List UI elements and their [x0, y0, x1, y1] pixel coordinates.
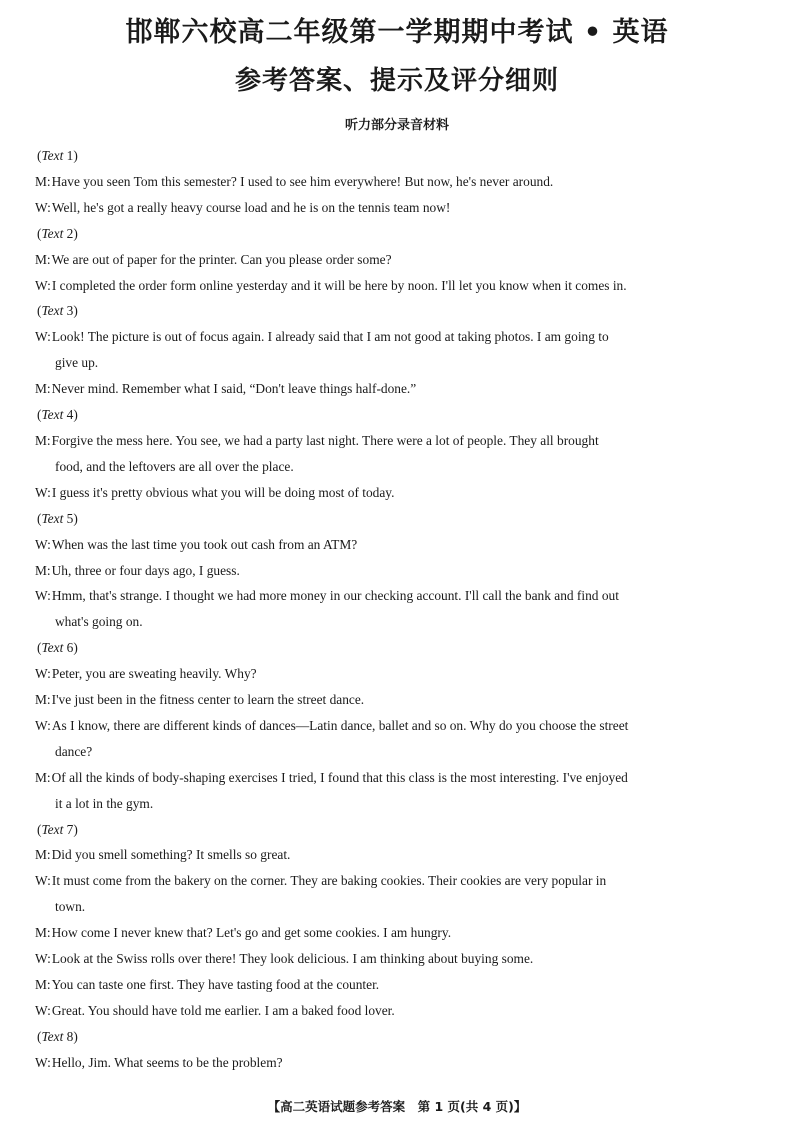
dialogue-line: [35, 169, 761, 195]
section-heading: 听力部分录音材料: [344, 118, 449, 133]
dialogue-text: Peter, you are sweating heavily. Why?: [51, 666, 257, 682]
text-label-word: Text: [41, 148, 64, 163]
dialogue-line-continuation: it a lot in the gym.: [55, 795, 154, 811]
speaker-label: W:: [35, 329, 51, 345]
dialogue-text: I've just been in the fitness center to learn the street dance.: [51, 692, 365, 708]
text-label-word: Text: [41, 225, 64, 241]
text-label: (Text 8): [37, 1028, 78, 1044]
dialogue-text: I completed the order form online yesterday and it will be here by noon. I'll let you know when it comes in.: [51, 277, 627, 293]
dialogue-text: Look at the Swiss rolls over there! They look delicious. I am thinking about buying some.: [51, 951, 534, 967]
speaker-label: M:: [35, 173, 51, 189]
speaker-label: W:: [35, 484, 51, 500]
text-label-word: Text: [41, 1028, 64, 1044]
text-label: (Text 3): [37, 303, 78, 319]
text-label-number: 2: [66, 225, 74, 241]
text-label: (Text 6): [37, 640, 78, 656]
text-label-word: Text: [41, 821, 64, 837]
speaker-label: W:: [35, 1002, 51, 1018]
speaker-label: M:: [35, 381, 51, 397]
text-label-number: 6: [66, 640, 74, 656]
text-label: (Text 5): [37, 510, 78, 526]
speaker-label: M:: [35, 977, 51, 992]
dialogue-line: [35, 765, 761, 791]
dialogue-line: [35, 583, 761, 609]
text-label-number: 8: [66, 1028, 74, 1044]
dialogue-line: [35, 558, 761, 584]
text-label-number: 1: [66, 148, 74, 163]
speaker-label: W:: [35, 536, 51, 552]
dialogue-line: [35, 273, 761, 299]
dialogue-line: [35, 532, 761, 558]
speaker-label: W:: [35, 873, 51, 889]
listening-transcript: [35, 143, 761, 1076]
dialogue-line: [35, 868, 761, 894]
dialogue-text: How come I never knew that? Let's go and get some cookies. I am hungry.: [51, 925, 452, 941]
dialogue-text: We are out of paper for the printer. Can you please order some?: [51, 251, 392, 267]
speaker-label: M:: [35, 692, 51, 708]
speaker-label: W:: [35, 199, 51, 215]
dialogue-line: [35, 972, 761, 998]
dialogue-line: [35, 920, 761, 946]
speaker-label: W:: [35, 717, 51, 733]
dialogue-line: [35, 195, 761, 221]
dialogue-line: [35, 842, 761, 868]
dialogue-text: Forgive the mess here. You see, we had a party last night. There were a lot of people. They all brought: [51, 432, 599, 448]
speaker-label: M:: [35, 847, 51, 863]
speaker-label: M:: [35, 769, 51, 785]
speaker-label: W:: [35, 951, 51, 967]
dialogue-text: Well, he's got a really heavy course load and he is on the tennis team now!: [51, 199, 451, 215]
dialogue-line: [35, 247, 761, 273]
dialogue-line: [35, 687, 761, 713]
dialogue-line: [35, 1050, 761, 1076]
dialogue-line: [35, 428, 761, 454]
page-title: 邯郸六校高二年级第一学期期中考试 • 英语: [125, 17, 669, 48]
text-label-number: 7: [66, 821, 74, 837]
text-label: (Text 2): [37, 225, 78, 241]
text-label-word: Text: [41, 510, 64, 526]
speaker-label: M:: [35, 562, 51, 578]
dialogue-text: Uh, three or four days ago, I guess.: [51, 562, 240, 578]
dialogue-line-continuation: food, and the leftovers are all over the place.: [55, 458, 294, 474]
dialogue-line: [35, 661, 761, 687]
dialogue-line: [35, 480, 761, 506]
dialogue-text: Hello, Jim. What seems to be the problem?: [51, 1054, 283, 1070]
speaker-label: W:: [35, 588, 51, 604]
dialogue-line: [35, 713, 761, 739]
dialogue-text: Hmm, that's strange. I thought we had more money in our checking account. I'll call the bank and find out: [51, 588, 619, 604]
text-label: (Text 7): [37, 821, 78, 837]
text-label-number: 3: [66, 303, 74, 319]
speaker-label: W:: [35, 666, 51, 682]
dialogue-line: [35, 946, 761, 972]
text-label-word: Text: [41, 640, 64, 656]
dialogue-text: As I know, there are different kinds of dances—Latin dance, ballet and so on. Why do you choose the street: [51, 717, 629, 733]
dialogue-text: You can taste one first. They have tasting food at the counter.: [51, 977, 380, 992]
dialogue-text: Never mind. Remember what I said, “Don't leave things half-done.”: [51, 381, 417, 397]
dialogue-text: Look! The picture is out of focus again. I already said that I am not good at taking photos. I am going to: [51, 329, 609, 345]
text-label-word: Text: [41, 407, 64, 423]
speaker-label: M:: [35, 251, 51, 267]
dialogue-line: [35, 998, 761, 1024]
dialogue-text: Have you seen Tom this semester? I used to see him everywhere! But now, he's never around.: [51, 173, 554, 189]
dialogue-text: Did you smell something? It smells so great.: [51, 847, 291, 863]
dialogue-text: It must come from the bakery on the corner. They are baking cookies. Their cookies are very popular in: [51, 873, 607, 889]
dialogue-line: [35, 324, 761, 350]
dialogue-line-continuation: dance?: [55, 743, 93, 759]
dialogue-text: Great. You should have told me earlier. I am a baked food lover.: [51, 1002, 395, 1018]
text-label-number: 5: [66, 510, 74, 526]
dialogue-line-continuation: give up.: [55, 355, 99, 371]
dialogue-text: Of all the kinds of body-shaping exercises I tried, I found that this class is the most interesting. I've enjoyed: [51, 769, 628, 785]
dialogue-line: [35, 376, 761, 402]
page-footer: 【高二英语试题参考答案 第 1 页(共 4 页)】: [267, 1099, 527, 1114]
speaker-label: W:: [35, 1054, 51, 1070]
speaker-label: W:: [35, 277, 51, 293]
dialogue-text: I guess it's pretty obvious what you will be doing most of today.: [51, 484, 395, 500]
speaker-label: M:: [35, 432, 51, 448]
speaker-label: M:: [35, 925, 51, 941]
dialogue-line-continuation: what's going on.: [55, 614, 143, 630]
text-label: (Text 4): [37, 407, 78, 423]
dialogue-line-continuation: town.: [55, 899, 86, 915]
text-label-word: Text: [41, 303, 64, 319]
text-label-number: 4: [66, 407, 74, 423]
text-label: (Text 1): [37, 148, 78, 163]
page-subtitle: 参考答案、提示及评分细则: [234, 66, 559, 96]
dialogue-text: When was the last time you took out cash from an ATM?: [51, 536, 358, 552]
